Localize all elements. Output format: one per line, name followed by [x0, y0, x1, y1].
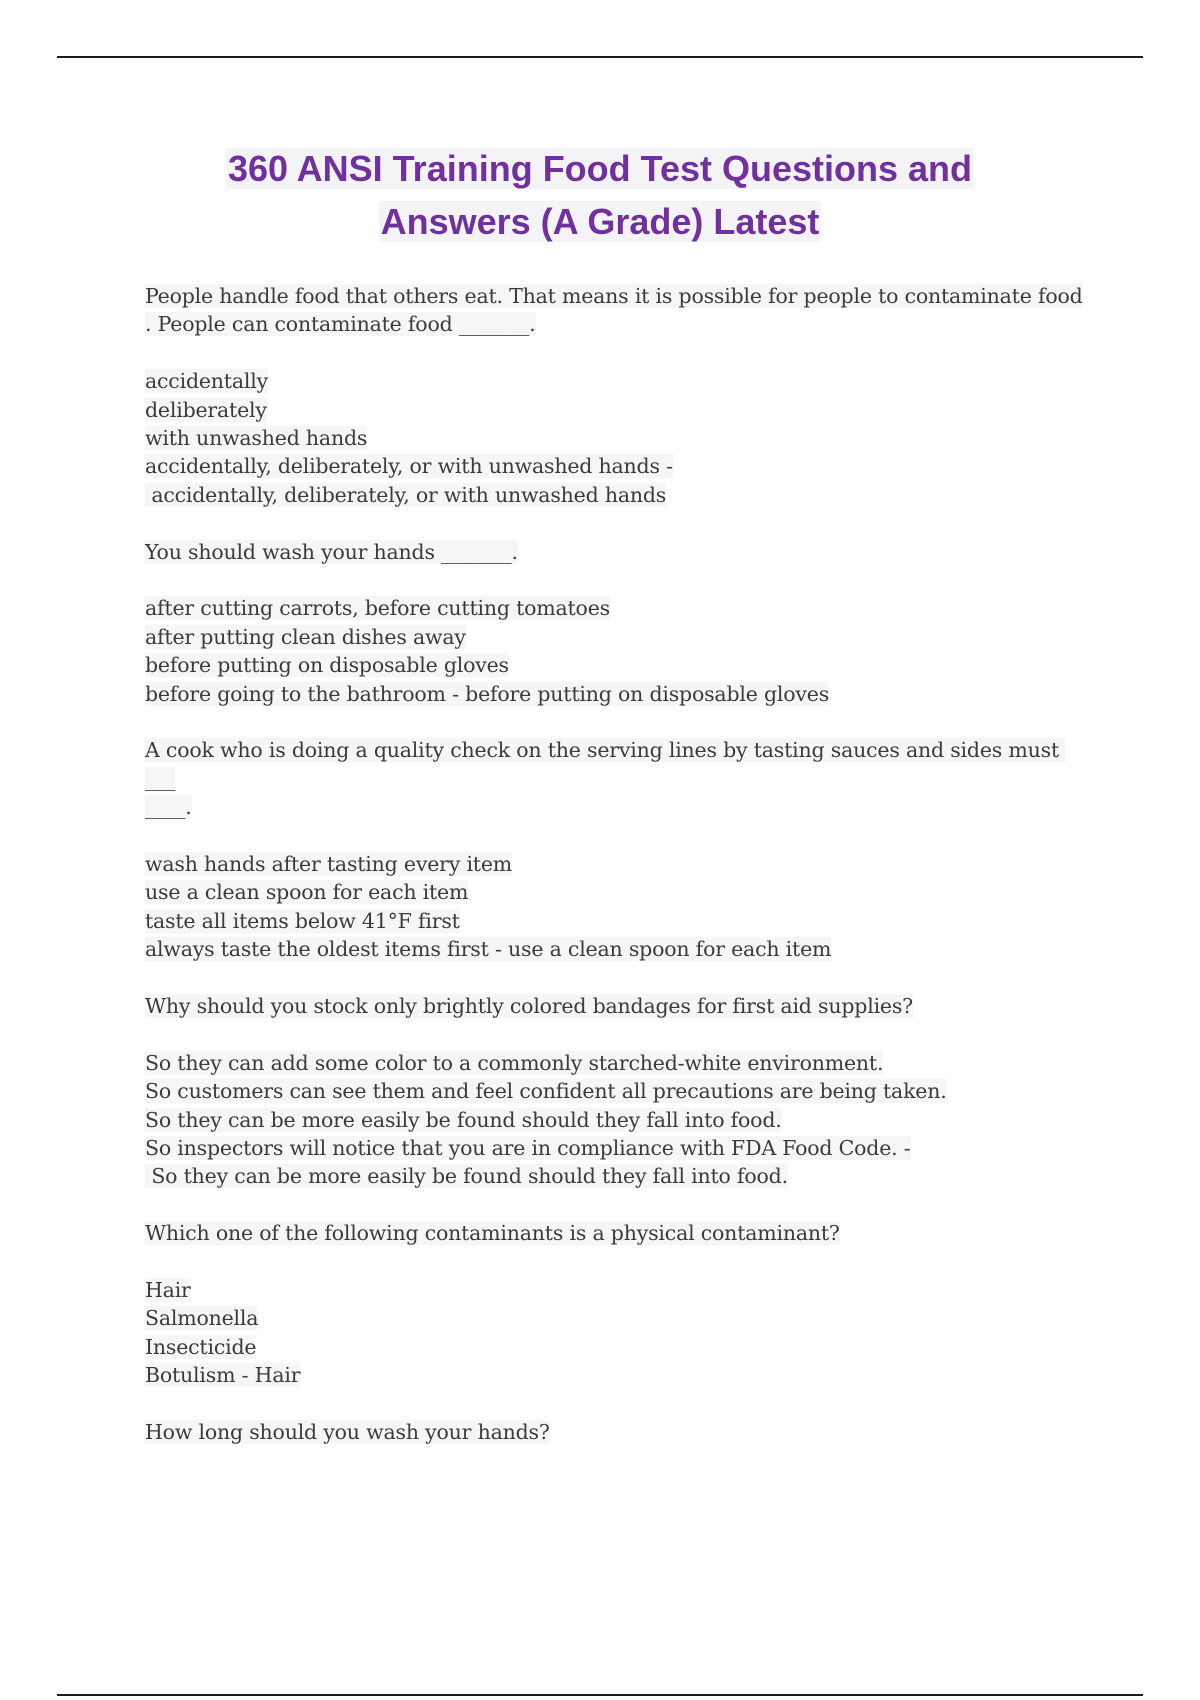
option-text: before putting on disposable gloves	[145, 653, 509, 678]
question-4	[145, 992, 1090, 1020]
option-text: accidentally, deliberately, or with unwashed hands -	[145, 454, 673, 479]
answer-text: before going to the bathroom - before putting on disposable gloves	[145, 681, 830, 706]
option-text: deliberately	[145, 397, 267, 422]
question-3	[145, 736, 1090, 821]
question-text: You should wash your hands _______.	[145, 539, 518, 564]
top-rule	[57, 56, 1143, 58]
options-2	[145, 594, 1090, 708]
question-2	[145, 538, 1090, 566]
document-title	[100, 142, 1100, 248]
options-5	[145, 1276, 1090, 1390]
options-4	[145, 1049, 1090, 1191]
qa-content	[145, 282, 1090, 1475]
option-text: after putting clean dishes away	[145, 624, 466, 649]
option-text: accidentally	[145, 369, 268, 394]
question-text: Why should you stock only brightly colored bandages for first aid supplies?	[145, 994, 913, 1019]
question-1	[145, 282, 1090, 339]
question-5	[145, 1219, 1090, 1247]
answer-text: always taste the oldest items first - use a clean spoon for each item	[145, 937, 832, 962]
answer-text: accidentally, deliberately, or with unwashed hands	[145, 482, 667, 507]
question-6	[145, 1418, 1090, 1446]
question-text: Which one of the following contaminants is a physical contaminant?	[145, 1221, 840, 1246]
option-text: wash hands after tasting every item	[145, 852, 513, 877]
bottom-rule	[57, 1694, 1143, 1696]
question-text: People handle food that others eat. That means it is possible for people to contaminate food	[145, 284, 1083, 308]
title-line-2: Answers (A Grade) Latest	[380, 201, 820, 242]
options-3	[145, 850, 1090, 964]
question-text: . People can contaminate food _______.	[145, 312, 536, 337]
option-text: Insecticide	[145, 1334, 257, 1359]
question-text: How long should you wash your hands?	[145, 1420, 550, 1445]
answer-text: So they can be more easily be found should they fall into food.	[145, 1164, 788, 1189]
question-text: ____.	[145, 795, 192, 820]
option-text: with unwashed hands	[145, 426, 368, 451]
option-text: So customers can see them and feel confident all precautions are being taken.	[145, 1079, 947, 1104]
option-text: after cutting carrots, before cutting tomatoes	[145, 596, 610, 621]
question-text: A cook who is doing a quality check on the serving lines by tasting sauces and sides must ___	[145, 738, 1066, 791]
option-text: taste all items below 41°F first	[145, 908, 460, 933]
option-text: use a clean spoon for each item	[145, 880, 469, 905]
option-text: So they can be more easily be found should they fall into food.	[145, 1107, 782, 1132]
option-text: So inspectors will notice that you are in compliance with FDA Food Code. -	[145, 1136, 911, 1161]
option-text: Hair	[145, 1278, 191, 1303]
answer-text: Botulism - Hair	[145, 1363, 301, 1388]
options-1	[145, 367, 1090, 509]
option-text: So they can add some color to a commonly starched-white environment.	[145, 1050, 884, 1075]
title-line-1: 360 ANSI Training Food Test Questions and	[227, 148, 973, 189]
option-text: Salmonella	[145, 1306, 259, 1331]
